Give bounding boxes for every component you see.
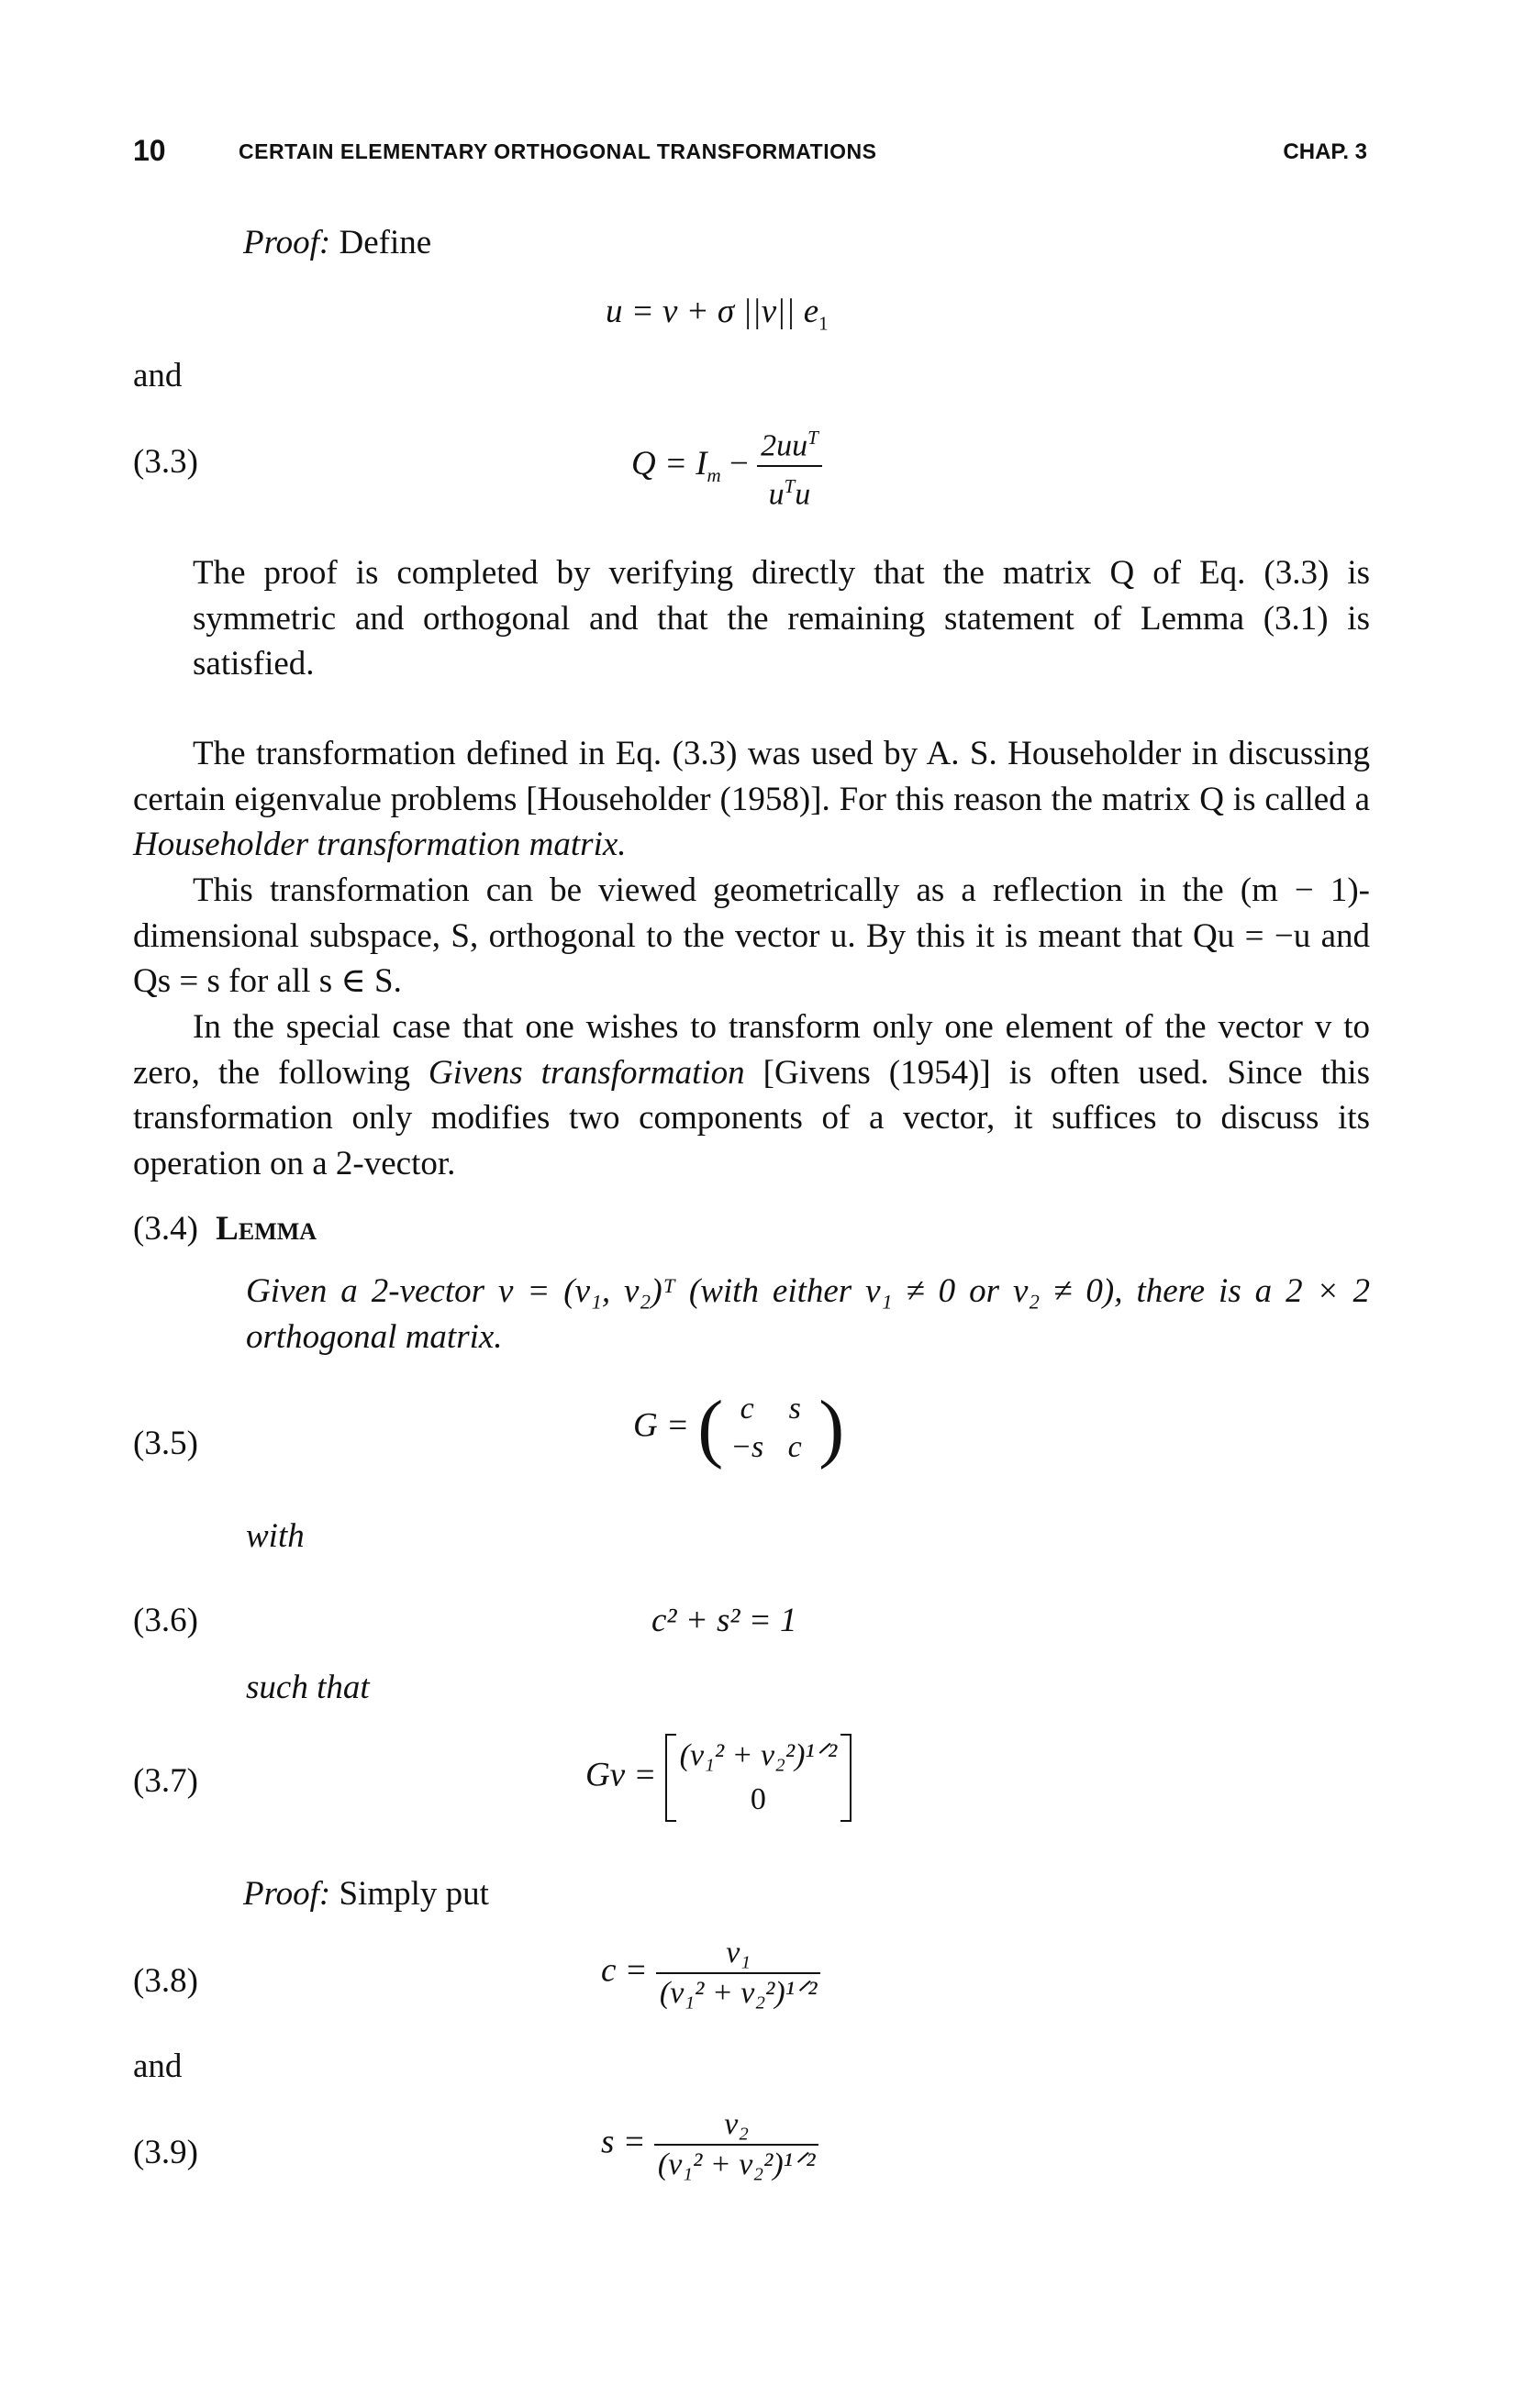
paragraph-reflection: This transformation can be viewed geometrically as a reflection in the (m − 1)-dimensional subspace, S, orthogonal to the vector u. By this it is meant that Qu = −u and Qs = s for all s ∈ S. [133, 871, 1370, 1000]
eq33-numerator: 2uu [761, 428, 808, 463]
eq35-matrix [723, 1390, 818, 1467]
eq35-lhs: G = [633, 1406, 689, 1445]
eq37-lhs: Gv = [585, 1756, 657, 1794]
proof-define [243, 220, 431, 266]
g-22: c [787, 1430, 802, 1464]
g-12: s [788, 1392, 801, 1426]
eq33-fraction: $\frac{2uu^T}{u^Tu}$ [757, 420, 822, 513]
equation-3-8 [601, 1936, 820, 2011]
paragraph-proof-complete: The proof is completed by verifying directly that the matrix Q of Eq. (3.3) is symmetric and orthogonal and that the remaining statement of Lemma (3.1) is satisfied. [193, 554, 1370, 682]
eq38-numerator: v₁ [656, 1936, 821, 1974]
equation-number-3-7: (3.7) [133, 1762, 198, 1800]
proof-text: Define [339, 224, 432, 261]
eq37-bottom-entry: 0 [750, 1782, 766, 1816]
equation-number-3-9: (3.9) [133, 2134, 198, 2171]
proof2-label: Proof: [243, 1875, 331, 1913]
g-11: c [740, 1392, 754, 1426]
eq39-fraction [654, 2107, 819, 2182]
eq38-denominator: (v₁² + v₂²)¹ᐟ² [659, 1976, 818, 2010]
right-paren: ) [818, 1385, 845, 1470]
page-number: 10 [133, 134, 166, 167]
equation-number-3-6: (3.6) [133, 1602, 198, 1639]
and-text-1: and [133, 357, 183, 394]
with-text: with [246, 1517, 305, 1555]
eq39-lhs: s = [601, 2123, 646, 2161]
equation-number-3-5: (3.5) [133, 1425, 198, 1462]
eq33-denominator: u [768, 477, 785, 512]
equation-3-7 [585, 1734, 852, 1822]
lemma-heading [133, 1206, 317, 1252]
equation-number-3-8: (3.8) [133, 1962, 198, 2000]
p4-text-a: In the special case that one wishes to transform only one element of the vector v to zero, the following [133, 1008, 1370, 1092]
proof-simply-put [243, 1871, 489, 1917]
eq33-denominator-tail: u [795, 477, 811, 512]
eq37-bracket-matrix [665, 1734, 852, 1822]
eq38-lhs: c = [601, 1951, 648, 1990]
p2-text: The transformation defined in Eq. (3.3) was used by A. S. Householder in discussing certain eigenvalue problems [Householder (1958)]. For this reason the matrix Q is called a [133, 735, 1370, 818]
equation-3-6: c² + s² = 1 [651, 1602, 797, 1639]
running-header [133, 134, 1367, 171]
and-text-2: and [133, 2047, 183, 2085]
proof2-text: Simply put [339, 1875, 489, 1913]
eq39-denominator: (v₁² + v₂²)¹ᐟ² [657, 2147, 816, 2181]
p4-italic-term: Givens transformation [428, 1053, 745, 1092]
eq39-numerator: v₂ [654, 2107, 819, 2146]
eq33-lhs: Q = I [631, 444, 707, 483]
eq37-top-entry: (v₁² + v₂²)¹ᐟ² [679, 1738, 838, 1772]
equation-3-3: $Q = I_m$ − $\frac{2uu^T}{u^Tu}$ [631, 420, 822, 513]
equation-u-body: u = v + σ ||v|| e [606, 293, 819, 330]
p2-italic-term: Householder transformation matrix. [133, 826, 627, 863]
eq38-fraction [656, 1936, 821, 2011]
such-that-text: such that [246, 1669, 370, 1706]
paragraph-givens [133, 1004, 1370, 1186]
lemma-title: Lemma [216, 1210, 317, 1248]
lemma-number: (3.4) [133, 1210, 198, 1248]
chapter-label: CHAP. 3 [1283, 139, 1367, 164]
equation-u: u = v + σ ||v|| $e_1$ [606, 293, 829, 335]
equation-3-9 [601, 2107, 818, 2182]
lemma-statement: Given a 2-vector v = (v₁, v₂)ᵀ (with either v₁ ≠ 0 or v₂ ≠ 0), there is a 2 × 2 orthogonal matrix. [246, 1272, 1370, 1356]
p4-text-c: [Givens (1954)] is often used. Since this transformation only modifies two components of a vector, it suffices to discuss its operation on a 2-vector. [133, 1053, 1371, 1182]
g-21: −s [730, 1430, 764, 1464]
running-title: CERTAIN ELEMENTARY ORTHOGONAL TRANSFORMATIONS [239, 139, 877, 163]
left-paren: ( [697, 1385, 724, 1470]
paragraph-householder [133, 731, 1370, 868]
equation-number-3-3: (3.3) [133, 443, 198, 481]
proof-label: Proof: [243, 224, 331, 261]
equation-3-5 [633, 1385, 845, 1470]
